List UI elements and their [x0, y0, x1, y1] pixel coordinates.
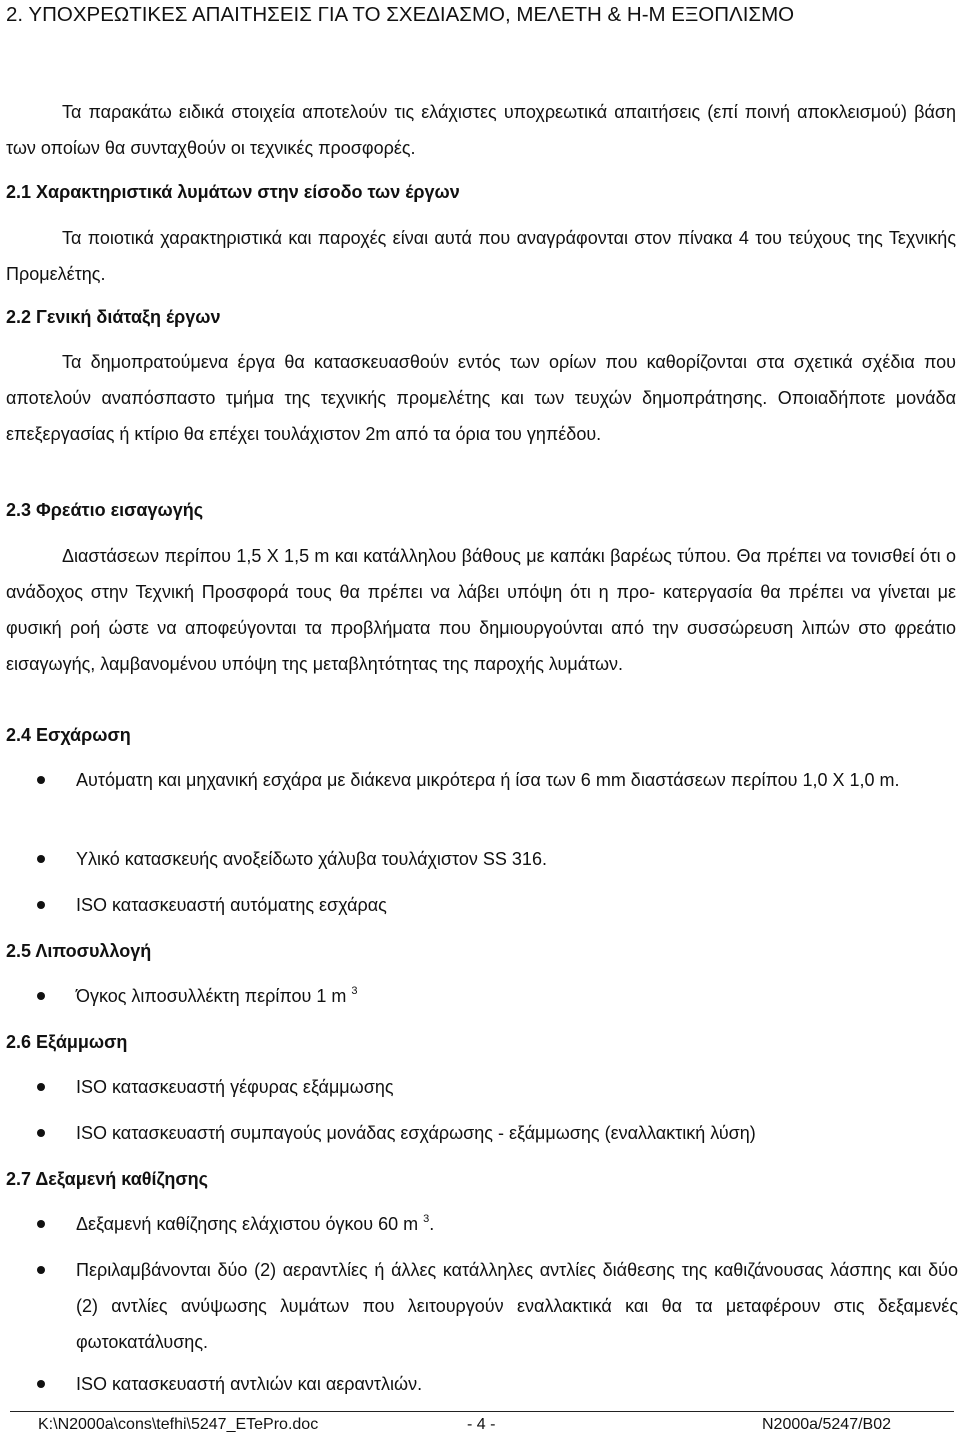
section-2-6-heading: 2.6 Εξάμμωση [6, 1032, 128, 1052]
section-2-5-heading: 2.5 Λιποσυλλογή [6, 941, 152, 961]
bullet-icon [37, 992, 45, 1000]
page-title: 2. ΥΠΟΧΡΕΩΤΙΚΕΣ ΑΠΑΙΤΗΣΕΙΣ ΓΙΑ ΤΟ ΣΧΕΔΙΑΣΜΟ, ΜΕΛΕΤΗ & Η-Μ ΕΞΟΠΛΙΣΜΟ [6, 3, 795, 26]
section-2-3-heading: 2.3 Φρεάτιο εισαγωγής [6, 500, 204, 520]
section-2-1-heading: 2.1 Χαρακτηριστικά λυμάτων στην είσοδο των έργων [6, 182, 460, 202]
bullet-icon [37, 901, 45, 909]
footer-file-path: K:\N2000a\cons\tefhi\5247_ETePro.doc [38, 1416, 319, 1433]
section-2-2-heading: 2.2 Γενική διάταξη έργων [6, 307, 221, 327]
bullet-icon [37, 1083, 45, 1091]
bullet-text: ISO κατασκευαστή συμπαγούς μονάδας εσχάρωσης - εξάμμωσης (εναλλακτική λύση) [76, 1123, 756, 1143]
bullet-text-main: Δεξαμενή καθίζησης ελάχιστου όγκου 60 m [76, 1214, 419, 1234]
bullet-text: Περιλαμβάνονται δύο (2) αεραντλίες ή άλλες κατάλληλες αντλίες διάθεσης της καθιζάνουσας λάσπης και δύο (2) αντλίες ανύψωσης λυμάτων που λειτουργούν εναλλακτικά και θα τα μεταφέρουν στις δεξαμενές φωτοκατάλυσης. [76, 1260, 958, 1352]
footer-document-code: N2000a/5247/B02 [762, 1416, 891, 1433]
bullet-text: ISO κατασκευαστή αντλιών και αεραντλιών. [76, 1374, 423, 1394]
bullet-icon [37, 1129, 45, 1137]
bullet-icon [37, 855, 45, 863]
bullet-text [76, 978, 958, 1014]
bullet-icon [37, 1380, 45, 1388]
bullet-text: Αυτόματη και μηχανική εσχάρα με διάκενα μικρότερα ή ίσα των 6 mm διαστάσεων περίπου 1,0 Χ 1,0 m. [76, 770, 900, 790]
bullet-icon [37, 776, 45, 784]
superscript: 3 [423, 1213, 430, 1225]
bullet-icon [37, 1220, 45, 1228]
bullet-text [76, 1206, 958, 1242]
section-2-1-text: Τα ποιοτικά χαρακτηριστικά και παροχές είναι αυτά που αναγράφονται στον πίνακα 4 του τεύχους της Τεχνικής Προμελέτης. [6, 228, 956, 284]
bullet-text: Υλικό κατασκευής ανοξείδωτο χάλυβα τουλάχιστον SS 316. [76, 849, 547, 869]
section-2-3-text: Διαστάσεων περίπου 1,5 Χ 1,5 m και κατάλληλου βάθους με καπάκι βαρέως τύπου. Θα πρέπει να τονισθεί ότι ο ανάδοχος στην Τεχνική Προσφορά τους θα πρέπει να λάβει υπόψη ότι η προ- κατεργασία θα πρέπει να γίνεται με φυσική ροή ώστε να αποφεύγονται τα προβλήματα που δημιουργούνται από την συσσώρευση λιπών στο φρεάτιο εισαγωγής, λαμβανομένου υπόψη της μεταβλητότητας της παροχής λυμάτων. [6, 546, 956, 674]
superscript: 3 [351, 985, 358, 997]
section-2-4-heading: 2.4 Εσχάρωση [6, 725, 131, 745]
page-footer [10, 1411, 954, 1438]
bullet-icon [37, 1266, 45, 1274]
section-2-2-text: Τα δημοπρατούμενα έργα θα κατασκευασθούν εντός των ορίων που καθορίζονται στα σχετικά σχέδια που αποτελούν αναπόσπαστο τμήμα της τεχνικής προμελέτης και των τευχών δημοπράτησης. Οποιαδήποτε μονάδα επεξεργασίας ή κτίριο θα επέχει τουλάχιστον 2m από τα όρια του γηπέδου. [6, 352, 956, 444]
bullet-text-main: Όγκος λιποσυλλέκτη περίπου 1 m [76, 986, 347, 1006]
bullet-text: ISO κατασκευαστή γέφυρας εξάμμωσης [76, 1077, 394, 1097]
bullet-text-end: . [429, 1214, 435, 1234]
section-2-7-heading: 2.7 Δεξαμενή καθίζησης [6, 1169, 209, 1189]
intro-paragraph: Τα παρακάτω ειδικά στοιχεία αποτελούν τις ελάχιστες υποχρεωτικά απαιτήσεις (επί ποινή αποκλεισμού) βάση των οποίων θα συνταχθούν οι τεχνικές προσφορές. [6, 102, 956, 158]
footer-page-number: - 4 - [467, 1416, 496, 1433]
bullet-text: ISO κατασκευαστή αυτόματης εσχάρας [76, 895, 387, 915]
